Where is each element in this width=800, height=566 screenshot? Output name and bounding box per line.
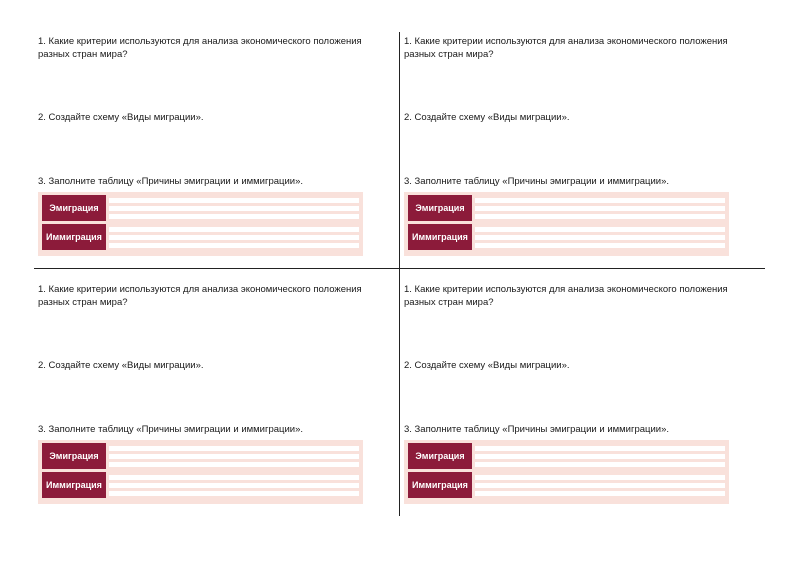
table-row-emigration: [42, 443, 359, 469]
question-3: 3. Заполните таблицу «Причины эмиграции и иммиграции».: [38, 424, 304, 435]
immigration-label: Иммиграция: [408, 472, 472, 498]
question-3: 3. Заполните таблицу «Причины эмиграции и иммиграции».: [38, 176, 304, 187]
question-2: 2. Создайте схему «Виды миграции».: [404, 112, 570, 123]
immigration-answer-field[interactable]: [109, 224, 359, 250]
table-row-immigration: [408, 472, 725, 498]
migration-table: [38, 192, 363, 256]
emigration-answer-field[interactable]: [475, 195, 725, 221]
immigration-label: Иммиграция: [42, 472, 106, 498]
table-row-emigration: [42, 195, 359, 221]
immigration-label: Иммиграция: [408, 224, 472, 250]
question-3: 3. Заполните таблицу «Причины эмиграции и иммиграции».: [404, 176, 670, 187]
immigration-label: Иммиграция: [42, 224, 106, 250]
table-row-immigration: [42, 472, 359, 498]
worksheet-card-bottom-left: [38, 282, 378, 514]
emigration-answer-field[interactable]: [475, 443, 725, 469]
table-row-emigration: [408, 443, 725, 469]
question-2: 2. Создайте схему «Виды миграции».: [38, 112, 204, 123]
question-1: 1. Какие критерии используются для анализа экономического положения разных стран мира?: [404, 284, 728, 308]
worksheet-card-top-left: [38, 34, 378, 266]
emigration-answer-field[interactable]: [109, 195, 359, 221]
vertical-cut-line: [399, 32, 400, 516]
table-row-immigration: [408, 224, 725, 250]
question-1: 1. Какие критерии используются для анализа экономического положения разных стран мира?: [38, 284, 362, 308]
table-row-emigration: [408, 195, 725, 221]
immigration-answer-field[interactable]: [475, 472, 725, 498]
immigration-answer-field[interactable]: [109, 472, 359, 498]
migration-table: [404, 192, 729, 256]
worksheet-card-bottom-right: [404, 282, 744, 514]
horizontal-cut-line: [34, 268, 765, 269]
question-2: 2. Создайте схему «Виды миграции».: [38, 360, 204, 371]
question-1: 1. Какие критерии используются для анализа экономического положения разных стран мира?: [38, 36, 362, 60]
emigration-answer-field[interactable]: [109, 443, 359, 469]
emigration-label: Эмиграция: [408, 195, 472, 221]
table-row-immigration: [42, 224, 359, 250]
emigration-label: Эмиграция: [42, 195, 106, 221]
migration-table: [404, 440, 729, 504]
question-1: 1. Какие критерии используются для анализа экономического положения разных стран мира?: [404, 36, 728, 60]
immigration-answer-field[interactable]: [475, 224, 725, 250]
emigration-label: Эмиграция: [42, 443, 106, 469]
emigration-label: Эмиграция: [408, 443, 472, 469]
question-3: 3. Заполните таблицу «Причины эмиграции и иммиграции».: [404, 424, 670, 435]
worksheet-card-top-right: [404, 34, 744, 266]
question-2: 2. Создайте схему «Виды миграции».: [404, 360, 570, 371]
migration-table: [38, 440, 363, 504]
